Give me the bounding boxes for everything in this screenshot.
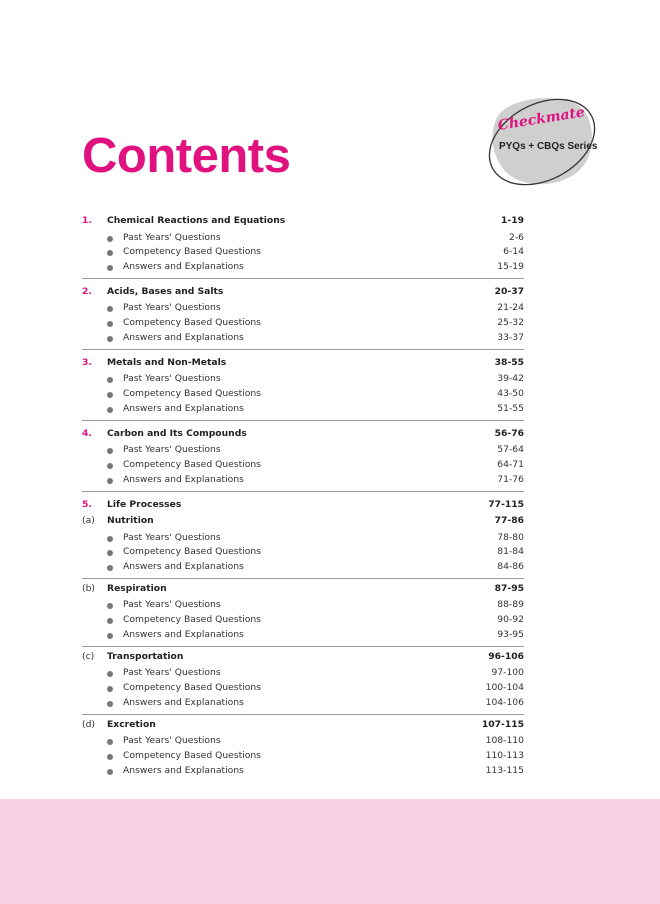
chapter-title: Carbon and Its Compounds bbox=[107, 427, 247, 439]
subsection-letter: (a) bbox=[82, 515, 95, 527]
toc-item-pages: 33-37 bbox=[497, 331, 524, 343]
toc-item-row[interactable] bbox=[82, 231, 524, 246]
toc-item-pages: 81-84 bbox=[497, 546, 524, 558]
toc-item-pages: 104-106 bbox=[485, 696, 524, 708]
bullet-icon bbox=[107, 377, 113, 383]
subsection-heading[interactable] bbox=[82, 718, 524, 734]
bullet-icon bbox=[107, 603, 113, 609]
toc-item-pages: 97-100 bbox=[491, 667, 524, 679]
toc-item-row[interactable] bbox=[82, 301, 524, 316]
toc-item-pages: 78-80 bbox=[497, 531, 524, 543]
toc-item-label: Competency Based Questions bbox=[123, 388, 261, 400]
toc-item-row[interactable] bbox=[82, 245, 524, 260]
toc-item-pages: 90-92 bbox=[497, 614, 524, 626]
subsection-pages: 107-115 bbox=[481, 718, 524, 730]
subsection-title: Respiration bbox=[107, 582, 167, 594]
toc-item-pages: 2-6 bbox=[508, 231, 524, 243]
toc-item-pages: 57-64 bbox=[497, 444, 524, 456]
bullet-icon bbox=[107, 550, 113, 556]
bullet-icon bbox=[107, 739, 113, 745]
subsection-pages: 87-95 bbox=[494, 582, 524, 594]
subsection-letter: (d) bbox=[82, 718, 96, 730]
toc-item-pages: 113-115 bbox=[485, 764, 524, 776]
toc-item-row[interactable] bbox=[82, 316, 524, 331]
toc-subsection bbox=[82, 578, 524, 643]
toc-item-label: Competency Based Questions bbox=[123, 682, 261, 694]
bullet-icon bbox=[107, 769, 113, 775]
toc-item-label: Past Years' Questions bbox=[123, 735, 221, 747]
bullet-icon bbox=[107, 671, 113, 677]
toc-chapter bbox=[82, 427, 524, 492]
toc-item-pages: 64-71 bbox=[497, 458, 524, 470]
subsection-pages: 96-106 bbox=[488, 650, 524, 662]
chapter-number: 4. bbox=[82, 427, 92, 439]
footer-band bbox=[0, 799, 660, 904]
toc-item-row[interactable] bbox=[82, 613, 524, 628]
toc-item-pages: 15-19 bbox=[497, 261, 524, 273]
toc-item-label: Competency Based Questions bbox=[123, 458, 261, 470]
toc-item-pages: 108-110 bbox=[485, 735, 524, 747]
subsection-heading[interactable] bbox=[82, 650, 524, 666]
toc-chapter bbox=[82, 285, 524, 350]
toc-item-pages: 110-113 bbox=[485, 750, 524, 762]
bullet-icon bbox=[107, 392, 113, 398]
bullet-icon bbox=[107, 463, 113, 469]
toc-item-row[interactable] bbox=[82, 734, 524, 749]
toc-item-label: Answers and Explanations bbox=[123, 764, 244, 776]
toc-item-row[interactable] bbox=[82, 598, 524, 613]
toc-item-row[interactable] bbox=[82, 387, 524, 402]
subsection-title: Excretion bbox=[107, 718, 156, 730]
toc-item-label: Competency Based Questions bbox=[123, 246, 261, 258]
toc-item-label: Competency Based Questions bbox=[123, 317, 261, 329]
toc-item-row[interactable] bbox=[82, 331, 524, 346]
toc-item-row[interactable] bbox=[82, 531, 524, 546]
chapter-number: 2. bbox=[82, 285, 92, 297]
toc-item-pages: 25-32 bbox=[497, 317, 524, 329]
toc-item-label: Past Years' Questions bbox=[123, 667, 221, 679]
toc-subsection bbox=[82, 714, 524, 779]
toc-item-pages: 51-55 bbox=[497, 402, 524, 414]
toc-item-label: Past Years' Questions bbox=[123, 231, 221, 243]
toc-item-label: Answers and Explanations bbox=[123, 473, 244, 485]
chapter-pages: 1-19 bbox=[501, 215, 524, 226]
toc-item-label: Past Years' Questions bbox=[123, 599, 221, 611]
chapter-heading[interactable] bbox=[82, 214, 524, 230]
toc-item-label: Answers and Explanations bbox=[123, 629, 244, 641]
toc-item-row[interactable] bbox=[82, 666, 524, 681]
toc-item-row[interactable] bbox=[82, 696, 524, 711]
bullet-icon bbox=[107, 407, 113, 413]
bullet-icon bbox=[107, 478, 113, 484]
toc-item-label: Past Years' Questions bbox=[123, 444, 221, 456]
toc-item-pages: 43-50 bbox=[497, 388, 524, 400]
bullet-icon bbox=[107, 306, 113, 312]
toc-item-pages: 88-89 bbox=[497, 599, 524, 611]
page-title: Contents bbox=[82, 129, 291, 183]
toc-item-label: Answers and Explanations bbox=[123, 261, 244, 273]
table-of-contents bbox=[82, 214, 524, 788]
toc-chapter bbox=[82, 498, 524, 782]
toc-chapter bbox=[82, 214, 524, 279]
bullet-icon bbox=[107, 336, 113, 342]
toc-item-row[interactable] bbox=[82, 260, 524, 275]
chapter-pages: 77-115 bbox=[488, 498, 524, 510]
chapter-heading[interactable] bbox=[82, 427, 524, 443]
toc-subsection bbox=[82, 646, 524, 711]
bullet-icon bbox=[107, 633, 113, 639]
toc-item-row[interactable] bbox=[82, 443, 524, 458]
toc-item-pages: 39-42 bbox=[497, 373, 524, 385]
subsection-pages: 77-86 bbox=[494, 515, 524, 527]
logo-series-text: PYQs + CBQs Series bbox=[499, 140, 598, 152]
toc-item-row[interactable] bbox=[82, 560, 524, 575]
toc-item-row[interactable] bbox=[82, 402, 524, 417]
toc-item-pages: 93-95 bbox=[497, 629, 524, 641]
chapter-title: Metals and Non-Metals bbox=[107, 356, 227, 368]
toc-item-label: Past Years' Questions bbox=[123, 531, 221, 543]
subsection-title: Transportation bbox=[107, 650, 184, 662]
toc-chapter bbox=[82, 356, 524, 421]
chapter-title: Life Processes bbox=[107, 498, 182, 510]
chapter-heading[interactable] bbox=[82, 498, 524, 514]
chapter-pages: 20-37 bbox=[494, 285, 524, 297]
chapter-heading[interactable] bbox=[82, 356, 524, 372]
chapter-pages: 56-76 bbox=[494, 427, 524, 439]
toc-item-row[interactable] bbox=[82, 458, 524, 473]
toc-item-pages: 84-86 bbox=[497, 561, 524, 573]
chapter-pages: 38-55 bbox=[494, 356, 524, 368]
logo-brand-text: Checkmate bbox=[496, 104, 586, 134]
toc-item-label: Competency Based Questions bbox=[123, 546, 261, 558]
bullet-icon bbox=[107, 686, 113, 692]
bullet-icon bbox=[107, 321, 113, 327]
toc-item-row[interactable] bbox=[82, 681, 524, 696]
bullet-icon bbox=[107, 250, 113, 256]
toc-item-label: Competency Based Questions bbox=[123, 750, 261, 762]
bullet-icon bbox=[107, 536, 113, 542]
toc-item-pages: 21-24 bbox=[497, 302, 524, 314]
toc-item-row[interactable] bbox=[82, 545, 524, 560]
subsection-heading[interactable] bbox=[82, 514, 524, 530]
chapter-number: 3. bbox=[82, 356, 92, 368]
toc-item-label: Past Years' Questions bbox=[123, 373, 221, 385]
chapter-number: 5. bbox=[82, 498, 92, 510]
subsection-letter: (b) bbox=[82, 582, 96, 594]
bullet-icon bbox=[107, 265, 113, 271]
bullet-icon bbox=[107, 701, 113, 707]
bullet-icon bbox=[107, 565, 113, 571]
toc-item-pages: 71-76 bbox=[497, 473, 524, 485]
toc-item-label: Answers and Explanations bbox=[123, 561, 244, 573]
subsection-letter: (c) bbox=[82, 650, 95, 662]
toc-item-row[interactable] bbox=[82, 372, 524, 387]
toc-item-label: Past Years' Questions bbox=[123, 302, 221, 314]
toc-item-pages: 100-104 bbox=[485, 682, 524, 694]
toc-item-row[interactable] bbox=[82, 764, 524, 779]
toc-item-pages: 6-14 bbox=[503, 246, 524, 258]
bullet-icon bbox=[107, 448, 113, 454]
bullet-icon bbox=[107, 236, 113, 242]
toc-subsection bbox=[82, 514, 524, 575]
chapter-title: Acids, Bases and Salts bbox=[107, 285, 224, 297]
toc-item-label: Answers and Explanations bbox=[123, 402, 244, 414]
toc-item-label: Answers and Explanations bbox=[123, 331, 244, 343]
bullet-icon bbox=[107, 754, 113, 760]
toc-item-row[interactable] bbox=[82, 628, 524, 643]
bullet-icon bbox=[107, 618, 113, 624]
subsection-title: Nutrition bbox=[107, 515, 154, 527]
toc-item-label: Answers and Explanations bbox=[123, 696, 244, 708]
toc-item-row[interactable] bbox=[82, 473, 524, 488]
toc-item-label: Competency Based Questions bbox=[123, 614, 261, 626]
chapter-heading[interactable] bbox=[82, 285, 524, 301]
toc-item-row[interactable] bbox=[82, 749, 524, 764]
subsection-heading[interactable] bbox=[82, 582, 524, 598]
chapter-number: 1. bbox=[82, 215, 92, 226]
chapter-title: Chemical Reactions and Equations bbox=[107, 215, 286, 226]
